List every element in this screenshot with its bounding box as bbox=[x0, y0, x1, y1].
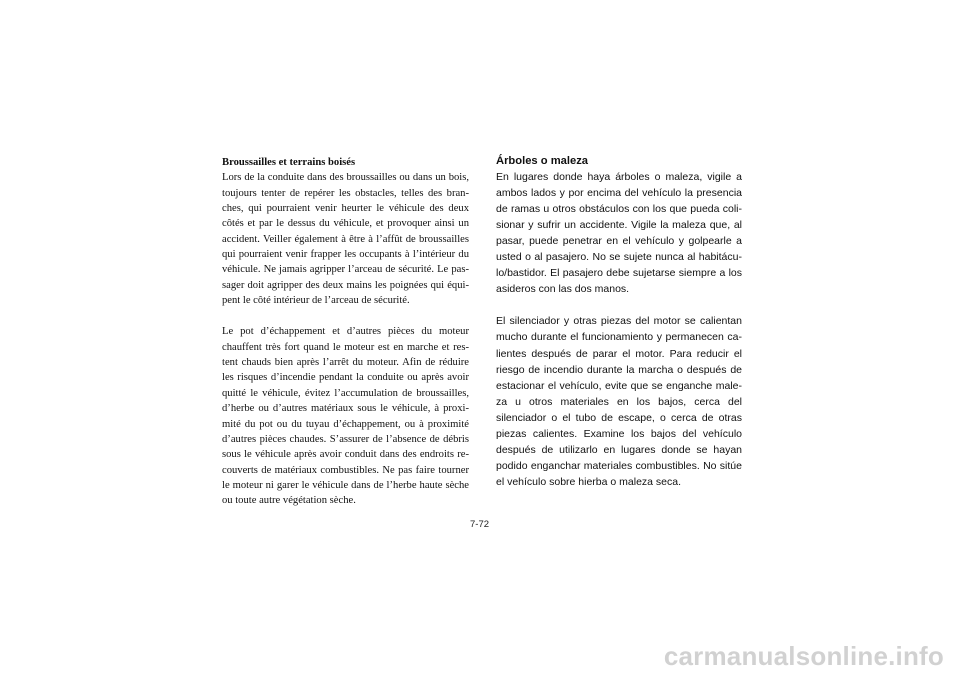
spanish-column bbox=[496, 153, 742, 490]
watermark: carmanualsonline.info bbox=[663, 641, 944, 671]
spanish-paragraph-1 bbox=[496, 153, 742, 297]
french-column bbox=[222, 155, 469, 509]
french-heading: Broussailles et terrains boisés bbox=[222, 157, 356, 168]
spanish-heading: Árboles o maleza bbox=[496, 155, 589, 167]
spanish-paragraph-2: El silenciador y otras piezas del motor se calientan mucho durante el funcionamiento y permanecen calientes después de parar el motor. Para reducir el riesgo de incendio durante la marcha o después de estacionar el vehículo, evite que se enganche maleza u otros materiales en los bajos, cerca del silenciador o el tubo de escape, o cerca de otras piezas calientes. Examine los bajos del vehículo después de utilizarlo en lugares donde se hayan podido enganchar materiales combustibles. No sitúe el vehículo sobre hierba o maleza seca. bbox=[496, 315, 742, 488]
french-paragraph-1 bbox=[222, 155, 469, 308]
page-number: 7-72 bbox=[470, 519, 490, 530]
spanish-paragraph-1-text: En lugares donde haya árboles o maleza, vigile a ambos lados y por encima del vehículo la presencia de ramas u otros obstáculos con los que pueda colisionar y sufrir un accidente. Vigile la maleza que, al pasar, puede penetrar en el vehículo y golpearle a usted o al pasajero. No se sujete nunca al habitáculo/bastidor. El pasajero debe sujetarse siempre a los asideros con las dos manos. bbox=[496, 171, 742, 296]
french-paragraph-2: Le pot d’échappement et d’autres pièces du moteur chauffent très fort quand le moteur est en marche et restent chauds bien après l’arrêt du moteur. Afin de réduire les risques d’incendie pendant la conduite ou après avoir quitté le véhicule, évitez l’accumulation de broussailles, d’herbe ou d’autres matériaux sous le véhicule, à proximité du pot ou du tuyau d’échappement, ou à proximité d’autres pièces chaudes. S’assurer de l’absence de débris sous le véhicule après avoir conduit dans des endroits recouverts de matériaux combustibles. Ne pas faire tourner le moteur ni garer le véhicule dans de l’herbe haute sèche ou toute autre végétation sèche. bbox=[222, 326, 469, 507]
french-paragraph-1-text: Lors de la conduite dans des broussailles ou dans un bois, toujours tenter de repérer les obstacles, telles des branches, qui pourraient venir heurter le véhicule des deux côtés et par le dessus du véhicule, et provoquer ainsi un accident. Veiller également à être à l’affût de broussailles qui pourraient venir frapper les occupants à l’intérieur du véhicule. Ne jamais agripper l’arceau de sécurité. Le passager doit agripper des deux mains les poignées qui équipent le côté intérieur de l’arceau de sécurité. bbox=[222, 172, 469, 307]
